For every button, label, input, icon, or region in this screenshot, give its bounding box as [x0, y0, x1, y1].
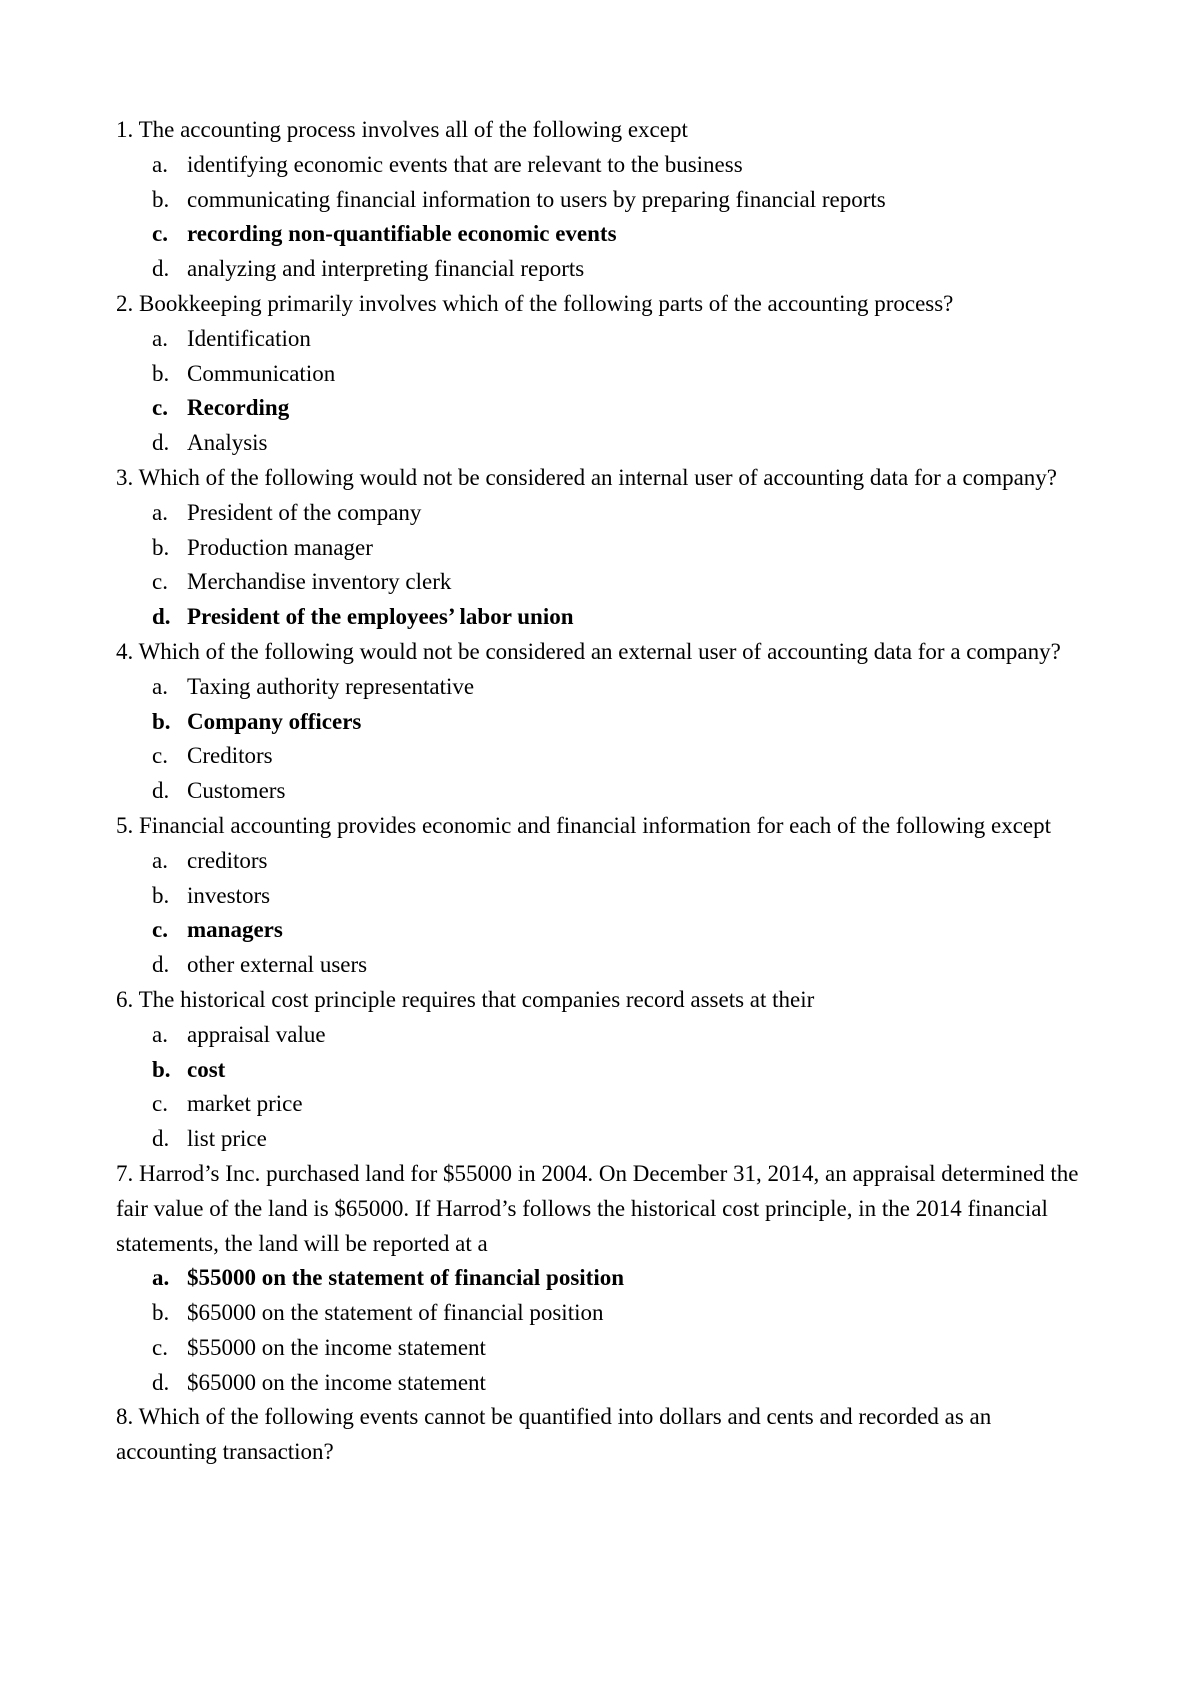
option-text: $55000 on the income statement: [187, 1334, 486, 1360]
option-text: $65000 on the income statement: [187, 1369, 486, 1395]
option-b: [116, 879, 1096, 914]
option-a-correct: [116, 1261, 1096, 1296]
option-text: appraisal value: [187, 1021, 326, 1047]
question-text: 2. Bookkeeping primarily involves which of the following parts of the accounting process?: [116, 290, 954, 316]
option-text: other external users: [187, 952, 368, 978]
option-b-correct: [116, 705, 1096, 740]
question-text: 6. The historical cost principle requires that companies record assets at their: [116, 986, 815, 1012]
option-text: list price: [187, 1126, 267, 1152]
option-c-correct: [116, 913, 1096, 948]
question-text: 7. Harrod’s Inc. purchased land for $55000 in 2004. On December 31, 2014, an appraisal determined the fair value of the land is $65000. If Harrod’s follows the historical cost principle, in the 2014 financial statements, the land will be reported at a: [116, 1160, 1079, 1256]
question-7: [116, 1157, 1096, 1401]
option-d: [116, 774, 1096, 809]
option-letter: b.: [152, 186, 170, 212]
option-a: [116, 496, 1096, 531]
option-letter: b.: [152, 882, 170, 908]
option-text: market price: [187, 1091, 303, 1117]
option-letter: a.: [152, 1265, 170, 1291]
option-letter: d.: [152, 430, 170, 456]
option-text: investors: [187, 882, 271, 908]
option-letter: b.: [152, 360, 170, 386]
question-2: [116, 287, 1096, 461]
option-text: Taxing authority representative: [187, 673, 475, 699]
option-c: [116, 739, 1096, 774]
option-letter: a.: [152, 499, 168, 525]
option-text: managers: [187, 917, 283, 943]
option-text: identifying economic events that are relevant to the business: [187, 151, 743, 177]
option-letter: b.: [152, 1300, 170, 1326]
quiz-content: [116, 113, 1096, 1470]
option-a: [116, 670, 1096, 705]
option-list: [116, 148, 1096, 287]
option-text: Identification: [187, 325, 311, 351]
question-text: 8. Which of the following events cannot be quantified into dollars and cents and recorded as an accounting transaction?: [116, 1404, 992, 1465]
option-d: [116, 252, 1096, 287]
option-text: Communication: [187, 360, 336, 386]
option-text: communicating financial information to users by preparing financial reports: [187, 186, 886, 212]
option-text: analyzing and interpreting financial reports: [187, 256, 585, 282]
option-letter: c.: [152, 395, 168, 421]
option-letter: a.: [152, 673, 168, 699]
option-letter: c.: [152, 221, 168, 247]
option-letter: a.: [152, 847, 168, 873]
option-letter: d.: [152, 778, 170, 804]
option-text: Merchandise inventory clerk: [187, 569, 452, 595]
option-letter: b.: [152, 708, 171, 734]
question-text: 3. Which of the following would not be considered an internal user of accounting data for a company?: [116, 464, 1058, 490]
option-letter: d.: [152, 952, 170, 978]
question-5: [116, 809, 1096, 983]
option-text: Recording: [187, 395, 290, 421]
option-letter: a.: [152, 325, 168, 351]
option-a: [116, 322, 1096, 357]
option-text: President of the company: [187, 499, 422, 525]
question-1: [116, 113, 1096, 287]
option-letter: d.: [152, 1369, 170, 1395]
option-b: [116, 1296, 1096, 1331]
option-text: $65000 on the statement of financial position: [187, 1300, 604, 1326]
question-text: 1. The accounting process involves all of the following except: [116, 117, 688, 142]
option-c: [116, 1087, 1096, 1122]
option-d: [116, 426, 1096, 461]
option-list: [116, 1018, 1096, 1157]
option-text: cost: [187, 1056, 226, 1082]
option-b-correct: [116, 1053, 1096, 1088]
option-text: Analysis: [187, 430, 268, 456]
option-c-correct: [116, 391, 1096, 426]
option-b: [116, 531, 1096, 566]
option-text: Production manager: [187, 534, 373, 560]
option-letter: c.: [152, 1334, 168, 1360]
option-list: [116, 322, 1096, 461]
question-8: [116, 1400, 1096, 1470]
option-text: Company officers: [187, 708, 362, 734]
option-text: recording non-quantifiable economic events: [187, 221, 617, 247]
option-letter: c.: [152, 917, 168, 943]
option-a: [116, 1018, 1096, 1053]
option-list: [116, 670, 1096, 809]
option-letter: c.: [152, 743, 168, 769]
option-text: Creditors: [187, 743, 273, 769]
option-letter: c.: [152, 1091, 168, 1117]
question-text: 4. Which of the following would not be considered an external user of accounting data for a company?: [116, 638, 1061, 664]
option-c: [116, 1331, 1096, 1366]
option-a: [116, 844, 1096, 879]
option-d-correct: [116, 600, 1096, 635]
option-c: [116, 565, 1096, 600]
option-letter: d.: [152, 604, 171, 630]
option-letter: b.: [152, 534, 170, 560]
option-a: [116, 148, 1096, 183]
option-text: creditors: [187, 847, 268, 873]
option-list: [116, 844, 1096, 983]
option-d: [116, 1122, 1096, 1157]
question-6: [116, 983, 1096, 1157]
option-list: [116, 496, 1096, 635]
option-text: $55000 on the statement of financial position: [187, 1265, 624, 1291]
question-text: 5. Financial accounting provides economic and financial information for each of the following except: [116, 812, 1052, 838]
option-letter: d.: [152, 1126, 170, 1152]
option-b: [116, 357, 1096, 392]
option-text: Customers: [187, 778, 286, 804]
option-letter: c.: [152, 569, 168, 595]
option-b: [116, 183, 1096, 218]
option-text: President of the employees’ labor union: [187, 604, 574, 630]
option-letter: b.: [152, 1056, 171, 1082]
question-4: [116, 635, 1096, 809]
option-letter: a.: [152, 151, 168, 177]
option-letter: d.: [152, 256, 170, 282]
option-d: [116, 948, 1096, 983]
question-3: [116, 461, 1096, 635]
option-d: [116, 1366, 1096, 1401]
option-list: [116, 1261, 1096, 1400]
option-letter: a.: [152, 1021, 168, 1047]
option-c-correct: [116, 217, 1096, 252]
